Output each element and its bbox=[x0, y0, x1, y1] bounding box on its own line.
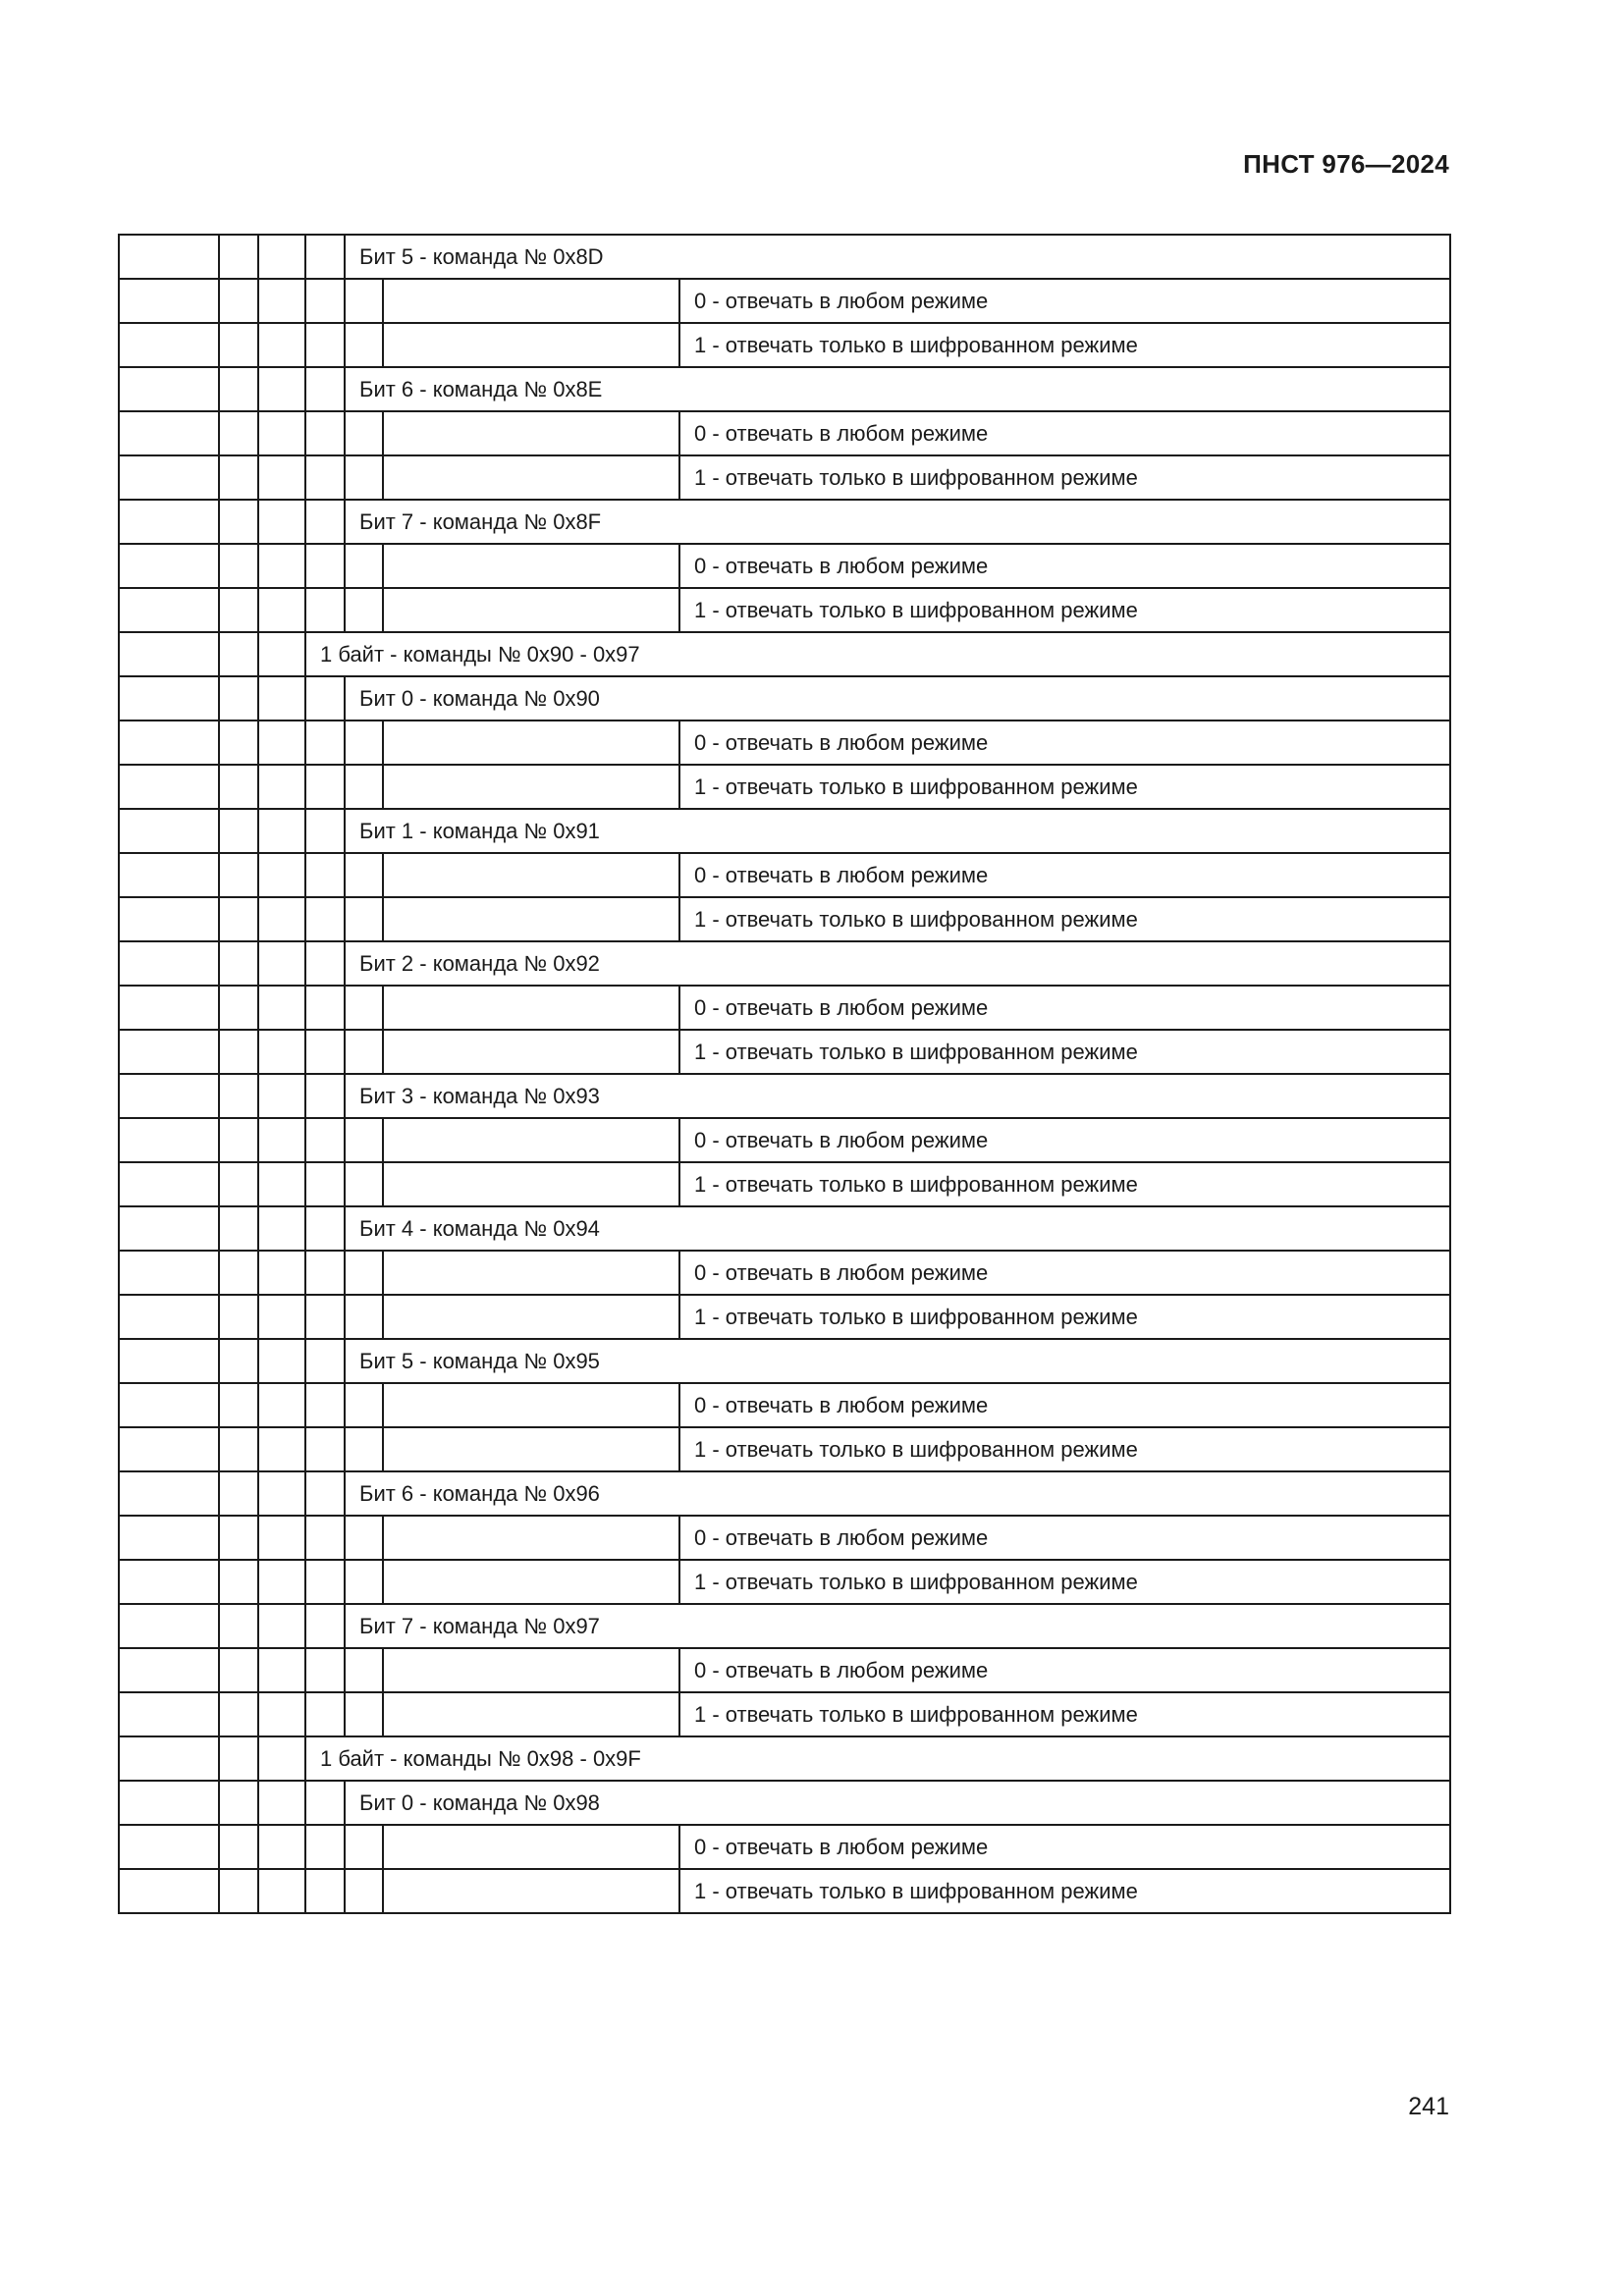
empty-cell bbox=[258, 1162, 305, 1206]
value-text-cell: 0 - отвечать в любом режиме bbox=[679, 1825, 1450, 1869]
empty-cell bbox=[119, 765, 219, 809]
empty-cell bbox=[219, 765, 258, 809]
empty-cell bbox=[119, 1692, 219, 1736]
empty-cell bbox=[119, 1560, 219, 1604]
value-row bbox=[119, 411, 1450, 455]
empty-cell bbox=[119, 809, 219, 853]
empty-cell bbox=[305, 500, 345, 544]
empty-cell bbox=[305, 544, 345, 588]
empty-cell bbox=[258, 1648, 305, 1692]
empty-cell bbox=[305, 1427, 345, 1471]
empty-cell bbox=[258, 676, 305, 721]
empty-cell bbox=[258, 1869, 305, 1913]
empty-cell bbox=[345, 897, 383, 941]
bit-text-cell: Бит 3 - команда № 0x93 bbox=[345, 1074, 1450, 1118]
empty-cell bbox=[305, 279, 345, 323]
empty-cell bbox=[258, 1030, 305, 1074]
empty-cell bbox=[258, 1251, 305, 1295]
value-text-cell: 0 - отвечать в любом режиме bbox=[679, 1383, 1450, 1427]
value-row bbox=[119, 1162, 1450, 1206]
value-text-cell: 1 - отвечать только в шифрованном режиме bbox=[679, 1030, 1450, 1074]
empty-cell bbox=[219, 455, 258, 500]
empty-cell bbox=[219, 1736, 258, 1781]
empty-cell bbox=[258, 1604, 305, 1648]
empty-cell bbox=[383, 455, 679, 500]
empty-cell bbox=[258, 1781, 305, 1825]
value-text-cell: 0 - отвечать в любом режиме bbox=[679, 853, 1450, 897]
value-text-cell: 1 - отвечать только в шифрованном режиме bbox=[679, 1427, 1450, 1471]
document-code: ПНСТ 976—2024 bbox=[1243, 149, 1449, 179]
empty-cell bbox=[119, 1074, 219, 1118]
bit-text-cell: Бит 7 - команда № 0x97 bbox=[345, 1604, 1450, 1648]
empty-cell bbox=[258, 235, 305, 279]
empty-cell bbox=[383, 323, 679, 367]
empty-cell bbox=[345, 721, 383, 765]
bit-row bbox=[119, 1074, 1450, 1118]
empty-cell bbox=[345, 853, 383, 897]
value-row bbox=[119, 1383, 1450, 1427]
value-row bbox=[119, 455, 1450, 500]
empty-cell bbox=[258, 1427, 305, 1471]
empty-cell bbox=[119, 1825, 219, 1869]
value-row bbox=[119, 986, 1450, 1030]
empty-cell bbox=[305, 1516, 345, 1560]
value-text-cell: 1 - отвечать только в шифрованном режиме bbox=[679, 897, 1450, 941]
empty-cell bbox=[219, 367, 258, 411]
empty-cell bbox=[305, 1295, 345, 1339]
empty-cell bbox=[258, 411, 305, 455]
value-text-cell: 0 - отвечать в любом режиме bbox=[679, 411, 1450, 455]
empty-cell bbox=[119, 1030, 219, 1074]
empty-cell bbox=[383, 411, 679, 455]
value-row bbox=[119, 765, 1450, 809]
value-row bbox=[119, 544, 1450, 588]
empty-cell bbox=[119, 544, 219, 588]
empty-cell bbox=[219, 588, 258, 632]
value-text-cell: 1 - отвечать только в шифрованном режиме bbox=[679, 1162, 1450, 1206]
empty-cell bbox=[119, 1118, 219, 1162]
value-text-cell: 1 - отвечать только в шифрованном режиме bbox=[679, 323, 1450, 367]
value-text-cell: 0 - отвечать в любом режиме bbox=[679, 1118, 1450, 1162]
empty-cell bbox=[119, 1251, 219, 1295]
empty-cell bbox=[305, 676, 345, 721]
empty-cell bbox=[219, 235, 258, 279]
empty-cell bbox=[383, 853, 679, 897]
empty-cell bbox=[305, 1869, 345, 1913]
empty-cell bbox=[219, 500, 258, 544]
spec-table-body bbox=[119, 235, 1450, 1913]
bit-row bbox=[119, 941, 1450, 986]
empty-cell bbox=[258, 1074, 305, 1118]
empty-cell bbox=[119, 279, 219, 323]
empty-cell bbox=[219, 1162, 258, 1206]
empty-cell bbox=[219, 544, 258, 588]
empty-cell bbox=[119, 1162, 219, 1206]
empty-cell bbox=[345, 1295, 383, 1339]
empty-cell bbox=[383, 588, 679, 632]
bit-text-cell: Бит 6 - команда № 0x8E bbox=[345, 367, 1450, 411]
value-row bbox=[119, 1427, 1450, 1471]
empty-cell bbox=[258, 1383, 305, 1427]
value-row bbox=[119, 279, 1450, 323]
empty-cell bbox=[305, 721, 345, 765]
value-text-cell: 0 - отвечать в любом режиме bbox=[679, 544, 1450, 588]
empty-cell bbox=[258, 544, 305, 588]
value-row bbox=[119, 1516, 1450, 1560]
empty-cell bbox=[305, 853, 345, 897]
empty-cell bbox=[258, 1516, 305, 1560]
empty-cell bbox=[305, 235, 345, 279]
empty-cell bbox=[119, 411, 219, 455]
empty-cell bbox=[219, 1251, 258, 1295]
value-row bbox=[119, 1118, 1450, 1162]
empty-cell bbox=[219, 1339, 258, 1383]
empty-cell bbox=[345, 1560, 383, 1604]
empty-cell bbox=[258, 367, 305, 411]
empty-cell bbox=[345, 544, 383, 588]
empty-cell bbox=[305, 765, 345, 809]
empty-cell bbox=[345, 1383, 383, 1427]
empty-cell bbox=[258, 500, 305, 544]
empty-cell bbox=[119, 588, 219, 632]
empty-cell bbox=[305, 897, 345, 941]
empty-cell bbox=[305, 411, 345, 455]
empty-cell bbox=[305, 1648, 345, 1692]
bit-row bbox=[119, 500, 1450, 544]
empty-cell bbox=[119, 500, 219, 544]
bit-text-cell: Бит 5 - команда № 0x95 bbox=[345, 1339, 1450, 1383]
empty-cell bbox=[305, 1118, 345, 1162]
page-number: 241 bbox=[1408, 2093, 1449, 2120]
empty-cell bbox=[345, 1692, 383, 1736]
empty-cell bbox=[305, 1030, 345, 1074]
value-row bbox=[119, 1869, 1450, 1913]
empty-cell bbox=[383, 1692, 679, 1736]
empty-cell bbox=[219, 1471, 258, 1516]
empty-cell bbox=[219, 1648, 258, 1692]
empty-cell bbox=[305, 455, 345, 500]
empty-cell bbox=[258, 455, 305, 500]
empty-cell bbox=[219, 411, 258, 455]
value-row bbox=[119, 853, 1450, 897]
empty-cell bbox=[383, 1295, 679, 1339]
empty-cell bbox=[258, 588, 305, 632]
empty-cell bbox=[305, 1781, 345, 1825]
empty-cell bbox=[383, 721, 679, 765]
empty-cell bbox=[345, 1030, 383, 1074]
empty-cell bbox=[219, 1869, 258, 1913]
empty-cell bbox=[258, 897, 305, 941]
empty-cell bbox=[219, 1030, 258, 1074]
value-text-cell: 1 - отвечать только в шифрованном режиме bbox=[679, 455, 1450, 500]
empty-cell bbox=[258, 323, 305, 367]
empty-cell bbox=[345, 765, 383, 809]
empty-cell bbox=[383, 1383, 679, 1427]
bit-row bbox=[119, 809, 1450, 853]
empty-cell bbox=[383, 544, 679, 588]
empty-cell bbox=[345, 986, 383, 1030]
empty-cell bbox=[305, 1206, 345, 1251]
empty-cell bbox=[119, 721, 219, 765]
bit-text-cell: Бит 2 - команда № 0x92 bbox=[345, 941, 1450, 986]
empty-cell bbox=[345, 1516, 383, 1560]
value-row bbox=[119, 1295, 1450, 1339]
empty-cell bbox=[305, 1251, 345, 1295]
empty-cell bbox=[383, 1030, 679, 1074]
empty-cell bbox=[305, 986, 345, 1030]
empty-cell bbox=[258, 853, 305, 897]
byte-row bbox=[119, 1736, 1450, 1781]
value-row bbox=[119, 323, 1450, 367]
value-row bbox=[119, 1251, 1450, 1295]
empty-cell bbox=[219, 1427, 258, 1471]
empty-cell bbox=[305, 941, 345, 986]
bit-row bbox=[119, 1206, 1450, 1251]
bit-row bbox=[119, 1604, 1450, 1648]
empty-cell bbox=[383, 1251, 679, 1295]
empty-cell bbox=[219, 1825, 258, 1869]
empty-cell bbox=[119, 455, 219, 500]
value-row bbox=[119, 588, 1450, 632]
value-text-cell: 1 - отвечать только в шифрованном режиме bbox=[679, 1295, 1450, 1339]
value-text-cell: 0 - отвечать в любом режиме bbox=[679, 279, 1450, 323]
value-row bbox=[119, 1648, 1450, 1692]
value-text-cell: 0 - отвечать в любом режиме bbox=[679, 1648, 1450, 1692]
empty-cell bbox=[258, 1206, 305, 1251]
empty-cell bbox=[345, 323, 383, 367]
empty-cell bbox=[219, 1560, 258, 1604]
value-text-cell: 1 - отвечать только в шифрованном режиме bbox=[679, 1692, 1450, 1736]
empty-cell bbox=[305, 1074, 345, 1118]
empty-cell bbox=[383, 1648, 679, 1692]
empty-cell bbox=[258, 279, 305, 323]
empty-cell bbox=[258, 1118, 305, 1162]
empty-cell bbox=[345, 1648, 383, 1692]
empty-cell bbox=[119, 897, 219, 941]
empty-cell bbox=[345, 588, 383, 632]
empty-cell bbox=[119, 853, 219, 897]
empty-cell bbox=[119, 1383, 219, 1427]
empty-cell bbox=[305, 1339, 345, 1383]
empty-cell bbox=[119, 1648, 219, 1692]
empty-cell bbox=[305, 323, 345, 367]
empty-cell bbox=[219, 1516, 258, 1560]
empty-cell bbox=[305, 1560, 345, 1604]
empty-cell bbox=[219, 1206, 258, 1251]
empty-cell bbox=[119, 1339, 219, 1383]
value-row bbox=[119, 1030, 1450, 1074]
byte-row bbox=[119, 632, 1450, 676]
empty-cell bbox=[345, 1251, 383, 1295]
empty-cell bbox=[119, 1869, 219, 1913]
empty-cell bbox=[119, 632, 219, 676]
value-row bbox=[119, 1560, 1450, 1604]
bit-row bbox=[119, 235, 1450, 279]
empty-cell bbox=[119, 986, 219, 1030]
empty-cell bbox=[305, 1471, 345, 1516]
bit-text-cell: Бит 1 - команда № 0x91 bbox=[345, 809, 1450, 853]
empty-cell bbox=[258, 765, 305, 809]
empty-cell bbox=[219, 1781, 258, 1825]
bit-text-cell: Бит 6 - команда № 0x96 bbox=[345, 1471, 1450, 1516]
value-row bbox=[119, 897, 1450, 941]
empty-cell bbox=[258, 1560, 305, 1604]
bit-row bbox=[119, 1471, 1450, 1516]
empty-cell bbox=[383, 1427, 679, 1471]
value-text-cell: 1 - отвечать только в шифрованном режиме bbox=[679, 588, 1450, 632]
empty-cell bbox=[345, 1427, 383, 1471]
empty-cell bbox=[219, 1074, 258, 1118]
empty-cell bbox=[119, 235, 219, 279]
empty-cell bbox=[305, 588, 345, 632]
bit-text-cell: Бит 0 - команда № 0x90 bbox=[345, 676, 1450, 721]
empty-cell bbox=[119, 323, 219, 367]
bit-text-cell: Бит 7 - команда № 0x8F bbox=[345, 500, 1450, 544]
empty-cell bbox=[119, 367, 219, 411]
value-text-cell: 1 - отвечать только в шифрованном режиме bbox=[679, 765, 1450, 809]
empty-cell bbox=[219, 721, 258, 765]
spec-table bbox=[118, 234, 1451, 1914]
empty-cell bbox=[219, 941, 258, 986]
empty-cell bbox=[119, 1471, 219, 1516]
empty-cell bbox=[345, 1825, 383, 1869]
empty-cell bbox=[219, 809, 258, 853]
empty-cell bbox=[383, 1560, 679, 1604]
value-text-cell: 1 - отвечать только в шифрованном режиме bbox=[679, 1560, 1450, 1604]
empty-cell bbox=[305, 1604, 345, 1648]
value-text-cell: 1 - отвечать только в шифрованном режиме bbox=[679, 1869, 1450, 1913]
empty-cell bbox=[383, 897, 679, 941]
empty-cell bbox=[345, 279, 383, 323]
empty-cell bbox=[383, 1825, 679, 1869]
empty-cell bbox=[383, 765, 679, 809]
bit-row bbox=[119, 1339, 1450, 1383]
empty-cell bbox=[119, 1781, 219, 1825]
bit-text-cell: Бит 0 - команда № 0x98 bbox=[345, 1781, 1450, 1825]
empty-cell bbox=[219, 1604, 258, 1648]
empty-cell bbox=[383, 986, 679, 1030]
empty-cell bbox=[258, 1692, 305, 1736]
value-row bbox=[119, 1692, 1450, 1736]
value-row bbox=[119, 721, 1450, 765]
empty-cell bbox=[119, 1427, 219, 1471]
empty-cell bbox=[258, 941, 305, 986]
empty-cell bbox=[219, 1118, 258, 1162]
empty-cell bbox=[383, 279, 679, 323]
bit-text-cell: Бит 4 - команда № 0x94 bbox=[345, 1206, 1450, 1251]
empty-cell bbox=[345, 1118, 383, 1162]
empty-cell bbox=[383, 1162, 679, 1206]
empty-cell bbox=[258, 1825, 305, 1869]
empty-cell bbox=[305, 1162, 345, 1206]
empty-cell bbox=[219, 279, 258, 323]
empty-cell bbox=[219, 676, 258, 721]
empty-cell bbox=[219, 1383, 258, 1427]
empty-cell bbox=[258, 986, 305, 1030]
byte-text-cell: 1 байт - команды № 0x90 - 0x97 bbox=[305, 632, 1450, 676]
value-text-cell: 0 - отвечать в любом режиме bbox=[679, 721, 1450, 765]
value-row bbox=[119, 1825, 1450, 1869]
value-text-cell: 0 - отвечать в любом режиме bbox=[679, 1251, 1450, 1295]
empty-cell bbox=[305, 1383, 345, 1427]
empty-cell bbox=[345, 1869, 383, 1913]
value-text-cell: 0 - отвечать в любом режиме bbox=[679, 1516, 1450, 1560]
empty-cell bbox=[258, 1736, 305, 1781]
bit-row bbox=[119, 676, 1450, 721]
empty-cell bbox=[383, 1118, 679, 1162]
empty-cell bbox=[258, 721, 305, 765]
byte-text-cell: 1 байт - команды № 0x98 - 0x9F bbox=[305, 1736, 1450, 1781]
empty-cell bbox=[258, 1295, 305, 1339]
empty-cell bbox=[119, 1736, 219, 1781]
empty-cell bbox=[119, 1604, 219, 1648]
empty-cell bbox=[119, 1206, 219, 1251]
empty-cell bbox=[119, 941, 219, 986]
empty-cell bbox=[305, 1825, 345, 1869]
empty-cell bbox=[305, 367, 345, 411]
empty-cell bbox=[383, 1869, 679, 1913]
empty-cell bbox=[219, 897, 258, 941]
bit-text-cell: Бит 5 - команда № 0x8D bbox=[345, 235, 1450, 279]
empty-cell bbox=[219, 986, 258, 1030]
empty-cell bbox=[258, 1339, 305, 1383]
empty-cell bbox=[258, 632, 305, 676]
empty-cell bbox=[305, 809, 345, 853]
empty-cell bbox=[345, 455, 383, 500]
bit-row bbox=[119, 1781, 1450, 1825]
empty-cell bbox=[305, 1692, 345, 1736]
empty-cell bbox=[219, 632, 258, 676]
empty-cell bbox=[119, 676, 219, 721]
empty-cell bbox=[345, 1162, 383, 1206]
empty-cell bbox=[119, 1516, 219, 1560]
empty-cell bbox=[219, 1295, 258, 1339]
empty-cell bbox=[219, 853, 258, 897]
empty-cell bbox=[219, 1692, 258, 1736]
value-text-cell: 0 - отвечать в любом режиме bbox=[679, 986, 1450, 1030]
empty-cell bbox=[219, 323, 258, 367]
empty-cell bbox=[383, 1516, 679, 1560]
empty-cell bbox=[258, 1471, 305, 1516]
empty-cell bbox=[345, 411, 383, 455]
empty-cell bbox=[119, 1295, 219, 1339]
empty-cell bbox=[258, 809, 305, 853]
bit-row bbox=[119, 367, 1450, 411]
